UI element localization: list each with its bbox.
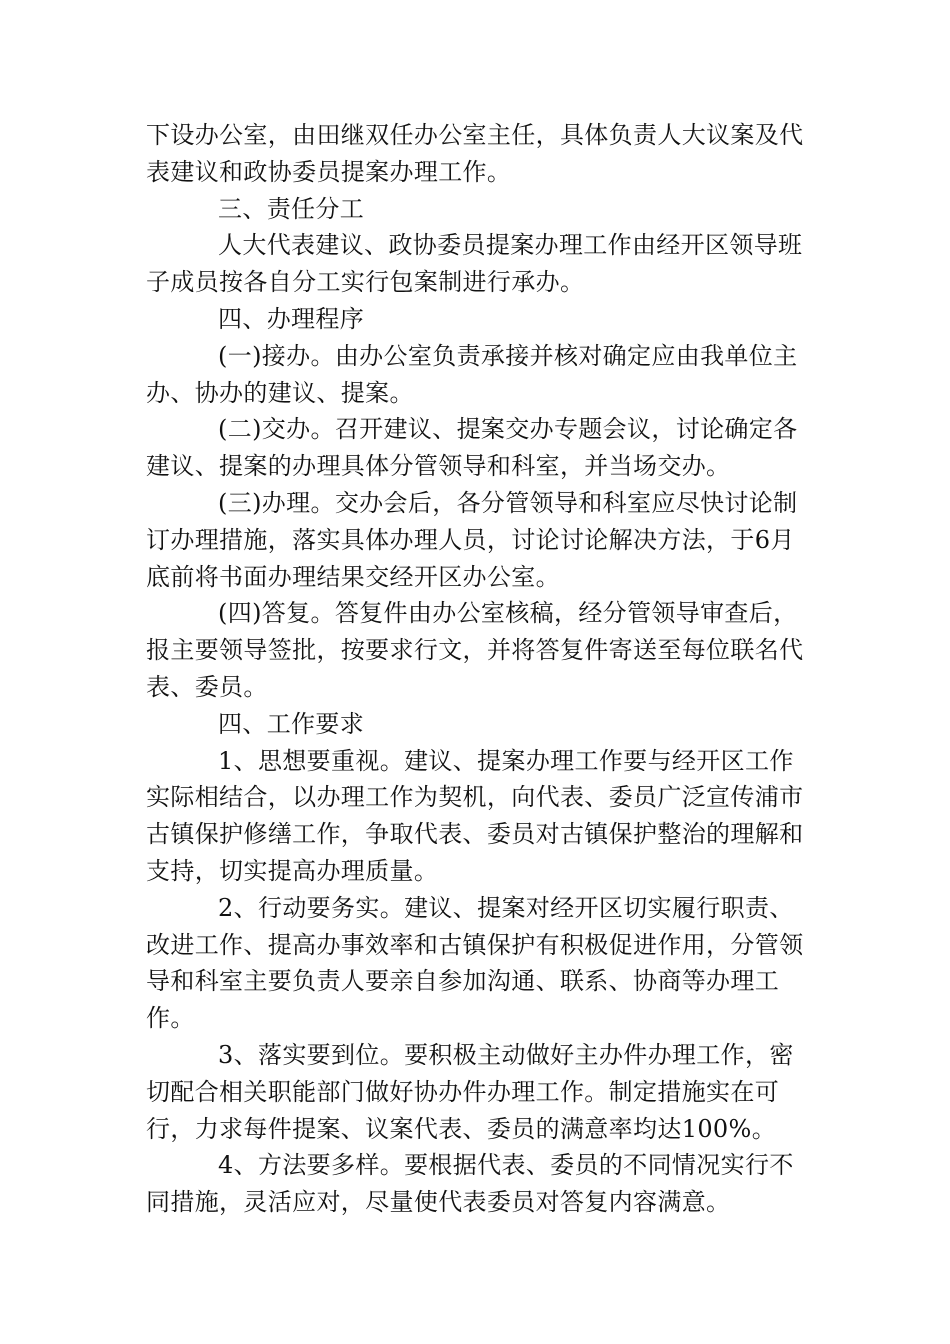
paragraph-procedure-receive: (一)接办。由办公室负责承接并核对确定应由我单位主办、协办的建议、提案。 [146, 341, 798, 407]
paragraph-office-setup: 下设办公室，由田继双任办公室主任，具体负责人大议案及代表建议和政协委员提案办理工作。 [146, 121, 804, 186]
paragraph-procedure-handle: (三)办理。交办会后，各分管领导和科室应尽快讨论制订办理措施，落实具体办理人员，讨论讨论解决方法，于6月底前将书面办理结果交经开区办公室。 [146, 488, 798, 591]
heading-responsibility-division: 三、责任分工 [218, 194, 365, 223]
heading-handling-procedure: 四、办理程序 [218, 304, 365, 333]
paragraph-requirement-2: 2、行动要务实。建议、提案对经开区切实履行职责、改进工作、提高办事效率和古镇保护有积极促进作用，分管领导和科室主要负责人要亲自参加沟通、联系、协商等办理工作。 [146, 893, 804, 1033]
paragraph-requirement-4: 4、方法要多样。要根据代表、委员的不同情况实行不同措施，灵活应对，尽量使代表委员对答复内容满意。 [146, 1151, 794, 1217]
paragraph-procedure-assign: (二)交办。召开建议、提案交办专题会议，讨论确定各建议、提案的办理具体分管领导和科室，并当场交办。 [146, 415, 798, 481]
paragraph-procedure-reply: (四)答复。答复件由办公室核稿，经分管领导审查后，报主要领导签批，按要求行文，并将答复件寄送至每位联名代表、委员。 [146, 599, 804, 701]
paragraph-requirement-3: 3、落实要到位。要积极主动做好主办件办理工作，密切配合相关职能部门做好协办件办理工作。制定措施实在可行，力求每件提案、议案代表、委员的满意率均达100%。 [146, 1040, 794, 1143]
heading-work-requirements: 四、工作要求 [218, 709, 365, 738]
paragraph-requirement-1: 1、思想要重视。建议、提案办理工作要与经开区工作实际相结合，以办理工作为契机，向代表、委员广泛宣传浦市古镇保护修缮工作，争取代表、委员对古镇保护整治的理解和支持，切实提高办理质量。 [146, 746, 804, 885]
paragraph-responsibility-division: 人大代表建议、政协委员提案办理工作由经开区领导班子成员按各自分工实行包案制进行承办。 [146, 231, 803, 297]
document-body [146, 117, 806, 1221]
